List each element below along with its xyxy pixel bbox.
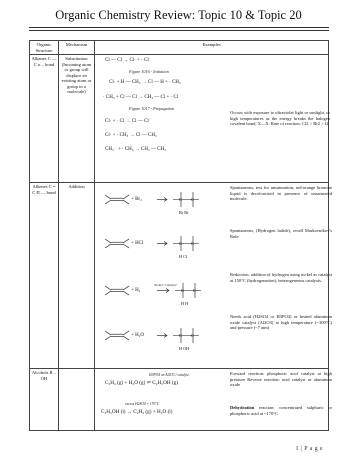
svg-text:C: C: [191, 197, 195, 203]
water-reagent: + H₂O: [131, 333, 145, 338]
title-rule-bottom: [29, 30, 329, 31]
hydrohalogenation-product-substituents: H Cl: [179, 254, 188, 259]
hcl-reagent: + HCl: [131, 241, 144, 246]
svg-text:C: C: [191, 241, 195, 247]
alkanes-structure: Alkanes C — C σ – bond: [30, 55, 59, 183]
bromination-product-substituents: Br Br: [179, 210, 189, 215]
hydrogen-reagent: + H₂: [131, 288, 141, 293]
termination-equation-1: Cl· + · Cl → Cl — Cl: [105, 119, 149, 124]
page-title: Organic Chemistry Review: Topic 10 & Topic 20: [55, 8, 302, 22]
hydrohalogenation-diagram: [101, 231, 211, 259]
hydration-diagram: [101, 323, 211, 351]
dehydration-conditions: excess H2SO4 + 170°C: [125, 402, 160, 406]
header-mechanism: Mechanism: [59, 41, 95, 55]
svg-text:C: C: [191, 333, 195, 339]
alkanes-mechanism: Substitution (Incoming atom or group will displace an existing atom or group in a molecule): [59, 55, 95, 183]
alkanes-examples: [95, 55, 329, 183]
propagation-equation-1: Cl· + H — CH₃ → Cl — H + · CH₃: [109, 80, 181, 85]
page-footer: 1 | P a g e: [295, 446, 323, 452]
termination-equation-2: Cl· + · CH₃ → Cl — CH₃: [105, 133, 157, 138]
propagation-caption: Figure 1017 - Propagation: [129, 106, 175, 111]
bromination-note: Spontaneous, test for unsaturation, red-orange bromine liquid is decolourised in presence of unsaturated molecule.: [230, 185, 332, 202]
hydration-note: Needs acid (H2SO4 or H3PO4) or heated aluminum oxide catalyst (Al2O3) at high temperature (~300°C) and pressure (~7 atm): [230, 314, 332, 331]
hydrogenation-note: Reduction: addition of hydrogen using nickel as catalyst at 150°C (hydrogenation), heterogeneous catalysis.: [230, 272, 332, 283]
alkenes-mechanism: Addition: [59, 183, 95, 369]
header-row: [30, 41, 329, 55]
svg-text:C: C: [181, 288, 185, 294]
alkenes-structure: Alkenes C = C Π — bond: [30, 183, 59, 369]
alcohols-mechanism: [59, 369, 95, 431]
svg-text:C: C: [179, 197, 183, 203]
dehydration-label: Dehydration: [230, 405, 255, 410]
alkanes-row: [30, 55, 329, 183]
hydration-product-substituents: H OH: [179, 346, 190, 351]
alkenes-examples: [95, 183, 332, 369]
hydrohalogenation-note: Spontaneous, (Hydrogen halide), recall Markovnikov's Rule: [230, 228, 332, 239]
svg-text:C: C: [193, 288, 197, 294]
alkenes-row: [30, 183, 329, 369]
title-rule-top: [29, 27, 329, 28]
dehydration-text: reaction: concentrated sulphuric or phosphoric acid at ~170°C: [230, 405, 332, 416]
propagation-equation-2: · CH₃ + Cl — Cl → CH₃ — Cl + · Cl: [103, 95, 179, 100]
termination-equation-3: CH₃ · + · CH₃ → CH₃ — CH₃: [105, 147, 166, 152]
alkanes-note: Occurs with exposure to ultraviolet light or sunlight, or high temperatures as the energy breaks the halogen covalent bond, X—X. Rate of reaction: Cl2 > Br2 > I2: [230, 110, 330, 127]
dehydration-note: [230, 405, 332, 416]
ethene-hydration-equation: C₂H₄ (g) + H₂O (g) ⇌ C₂H₅OH (g): [105, 380, 178, 386]
header-examples: Examples: [95, 41, 329, 55]
alcohols-structure: Alcohols R – OH: [30, 369, 59, 431]
bromine-reagent: + Br₂: [131, 197, 142, 202]
svg-text:C: C: [179, 333, 183, 339]
ethanol-dehydration-equation: C₂H₅OH (l) → C₂H₄ (g) + H₂O (l): [101, 409, 173, 415]
equilibrium-note: Forward reaction: phosphoric acid catalyst at high pressure Reverse reaction: acid catalyst or aluminum oxide: [230, 371, 332, 388]
svg-text:C: C: [179, 241, 183, 247]
nickel-catalyst-label: Nickel / Catalyst: [154, 283, 177, 287]
bromination-diagram: [101, 187, 211, 215]
initiation-caption: Figure 1016 - Initiation: [129, 69, 169, 74]
hydration-conditions: H3PO4 on Al2O3 / catalyst: [149, 373, 189, 377]
alcohols-row: [30, 369, 329, 431]
alcohols-examples: [95, 369, 332, 431]
hydrogenation-product-substituents: H H: [181, 301, 189, 306]
review-table: [29, 40, 332, 431]
initiation-equation: Cl — Cl → Cl· + · Cl: [105, 58, 149, 63]
header-structure: Organic Structure: [30, 41, 59, 55]
